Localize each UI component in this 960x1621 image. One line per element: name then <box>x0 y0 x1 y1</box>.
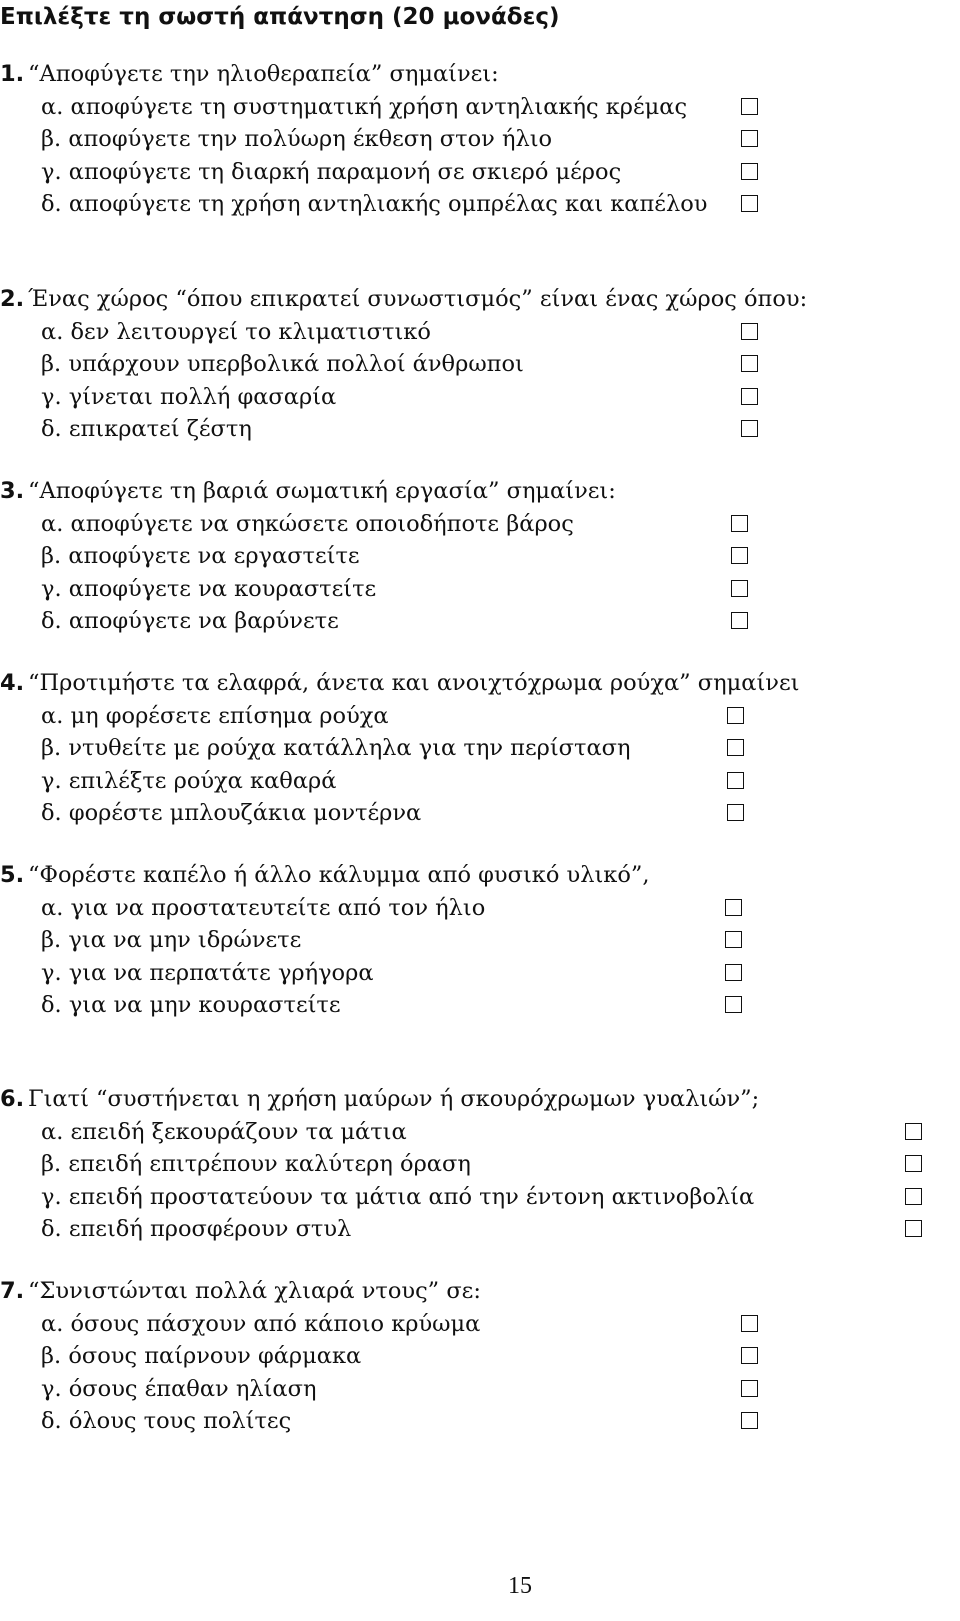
answer-checkbox[interactable] <box>905 1188 922 1205</box>
answer-option <box>0 765 799 798</box>
answer-option <box>0 540 616 573</box>
question-stem <box>0 58 707 91</box>
answer-checkbox[interactable] <box>727 772 744 789</box>
answer-checkbox[interactable] <box>741 388 758 405</box>
option-text: όσους έπαθαν ηλίαση <box>68 1375 317 1402</box>
option-text: μη φορέσετε επίσημα ρούχα <box>70 702 389 729</box>
question-stem <box>0 667 799 700</box>
answer-option <box>0 1340 481 1373</box>
option-letter: α. <box>41 93 64 120</box>
answer-option <box>0 1116 759 1149</box>
answer-checkbox[interactable] <box>741 195 758 212</box>
option-letter: α. <box>41 1118 64 1145</box>
option-letter: β. <box>41 351 62 377</box>
answer-checkbox[interactable] <box>741 1412 758 1429</box>
option-text: δεν λειτουργεί το κλιματιστικό <box>70 318 431 345</box>
answer-checkbox[interactable] <box>741 323 758 340</box>
answer-option <box>0 316 807 349</box>
answer-option <box>0 797 799 830</box>
answer-checkbox[interactable] <box>731 612 748 629</box>
option-letter: γ. <box>41 767 62 794</box>
answer-option <box>0 1373 481 1406</box>
question-stem <box>0 859 650 892</box>
option-text: επικρατεί ζέστη <box>68 416 252 442</box>
question-stem <box>0 1083 759 1116</box>
answer-option <box>0 924 650 957</box>
question-stem <box>0 283 807 316</box>
option-text: επειδή επιτρέπουν καλύτερη όραση <box>68 1151 471 1177</box>
option-letter: δ. <box>41 1216 62 1242</box>
answer-checkbox[interactable] <box>741 420 758 437</box>
option-letter: β. <box>41 1343 62 1369</box>
answer-option <box>0 732 799 765</box>
answer-option <box>0 1308 481 1341</box>
question-number: 1. <box>0 61 25 87</box>
question-4 <box>0 667 799 830</box>
option-letter: δ. <box>41 800 62 826</box>
answer-option <box>0 1405 481 1438</box>
option-text: για να προστατευτείτε από τον ήλιο <box>70 894 486 921</box>
answer-checkbox[interactable] <box>741 355 758 372</box>
option-text: αποφύγετε να σηκώσετε οποιοδήποτε βάρος <box>70 510 574 537</box>
answer-option <box>0 1213 759 1246</box>
answer-checkbox[interactable] <box>731 547 748 564</box>
answer-option <box>0 348 807 381</box>
answer-checkbox[interactable] <box>727 707 744 724</box>
option-letter: γ. <box>41 959 62 986</box>
question-number: 3. <box>0 478 25 504</box>
answer-option <box>0 156 707 189</box>
option-letter: γ. <box>41 383 62 410</box>
option-text: ντυθείτε με ρούχα κατάλληλα για την περίσταση <box>68 735 631 761</box>
answer-checkbox[interactable] <box>741 98 758 115</box>
question-number: 5. <box>0 862 25 888</box>
answer-checkbox[interactable] <box>905 1155 922 1172</box>
answer-checkbox[interactable] <box>905 1220 922 1237</box>
question-text: “Φορέστε καπέλο ή άλλο κάλυμμα από φυσικό υλικό”, <box>28 862 650 888</box>
option-letter: α. <box>41 510 64 537</box>
option-letter: γ. <box>41 158 62 185</box>
option-text: για να μην ιδρώνετε <box>68 927 302 953</box>
option-text: φορέστε μπλουζάκια μοντέρνα <box>68 800 422 826</box>
option-text: επιλέξτε ρούχα καθαρά <box>68 767 337 794</box>
answer-checkbox[interactable] <box>731 515 748 532</box>
option-text: για να μην κουραστείτε <box>68 992 341 1018</box>
option-letter: δ. <box>41 992 62 1018</box>
option-letter: β. <box>41 735 62 761</box>
option-text: για να περπατάτε γρήγορα <box>68 959 374 986</box>
answer-option <box>0 605 616 638</box>
answer-option <box>0 700 799 733</box>
answer-checkbox[interactable] <box>725 964 742 981</box>
option-text: όλους τους πολίτες <box>68 1408 292 1434</box>
option-text: αποφύγετε τη διαρκή παραμονή σε σκιερό μέρος <box>68 158 622 185</box>
answer-option <box>0 573 616 606</box>
question-text: “Συνιστώνται πολλά χλιαρά ντους” σε: <box>28 1278 481 1304</box>
answer-option <box>0 508 616 541</box>
option-letter: α. <box>41 1310 64 1337</box>
option-text: όσους παίρνουν φάρμακα <box>68 1343 362 1369</box>
option-text: αποφύγετε να κουραστείτε <box>68 575 377 602</box>
answer-option <box>0 381 807 414</box>
answer-checkbox[interactable] <box>741 1347 758 1364</box>
answer-option <box>0 123 707 156</box>
answer-checkbox[interactable] <box>725 996 742 1013</box>
option-letter: β. <box>41 126 62 152</box>
question-number: 6. <box>0 1086 25 1112</box>
option-letter: γ. <box>41 1183 62 1210</box>
answer-checkbox[interactable] <box>725 931 742 948</box>
question-text: Γιατί “συστήνεται η χρήση μαύρων ή σκουρόχρωμων γυαλιών”; <box>28 1086 760 1112</box>
option-text: αποφύγετε να βαρύνετε <box>68 608 339 634</box>
answer-checkbox[interactable] <box>731 580 748 597</box>
question-number: 7. <box>0 1278 25 1304</box>
option-text: αποφύγετε τη χρήση αντηλιακής ομπρέλας και καπέλου <box>68 191 708 217</box>
answer-option <box>0 188 707 221</box>
answer-checkbox[interactable] <box>727 804 744 821</box>
option-text: αποφύγετε τη συστηματική χρήση αντηλιακής κρέμας <box>70 93 688 120</box>
question-1 <box>0 58 707 221</box>
option-text: γίνεται πολλή φασαρία <box>68 383 337 410</box>
question-text: Ένας χώρος “όπου επικρατεί συνωστισμός” είναι ένας χώρος όπου: <box>28 286 808 312</box>
option-text: όσους πάσχουν από κάποιο κρύωμα <box>70 1310 481 1337</box>
page-title: Επιλέξτε τη σωστή απάντηση (20 μονάδες) <box>0 4 560 30</box>
question-text: “Προτιμήστε τα ελαφρά, άνετα και ανοιχτόχρωμα ρούχα” σημαίνει <box>28 670 800 696</box>
question-stem <box>0 475 616 508</box>
answer-checkbox[interactable] <box>725 899 742 916</box>
answer-option <box>0 1181 759 1214</box>
option-text: υπάρχουν υπερβολικά πολλοί άνθρωποι <box>68 351 524 377</box>
answer-option <box>0 989 650 1022</box>
option-letter: δ. <box>41 191 62 217</box>
option-text: αποφύγετε την πολύωρη έκθεση στον ήλιο <box>68 126 553 152</box>
question-7 <box>0 1275 481 1438</box>
question-number: 2. <box>0 286 25 312</box>
option-letter: γ. <box>41 1375 62 1402</box>
answer-checkbox[interactable] <box>741 1315 758 1332</box>
question-2 <box>0 283 807 446</box>
option-letter: α. <box>41 318 64 345</box>
option-letter: β. <box>41 543 62 569</box>
option-letter: δ. <box>41 1408 62 1434</box>
option-text: επειδή προστατεύουν τα μάτια από την έντονη ακτινοβολία <box>68 1183 755 1210</box>
answer-option <box>0 91 707 124</box>
option-text: επειδή προσφέρουν στυλ <box>68 1216 352 1242</box>
question-5 <box>0 859 650 1022</box>
option-letter: γ. <box>41 575 62 602</box>
option-letter: β. <box>41 1151 62 1177</box>
option-letter: δ. <box>41 608 62 634</box>
answer-checkbox[interactable] <box>727 739 744 756</box>
answer-option <box>0 413 807 446</box>
option-text: επειδή ξεκουράζουν τα μάτια <box>70 1118 407 1145</box>
answer-checkbox[interactable] <box>741 163 758 180</box>
option-letter: δ. <box>41 416 62 442</box>
question-number: 4. <box>0 670 25 696</box>
answer-checkbox[interactable] <box>741 130 758 147</box>
question-text: “Αποφύγετε την ηλιοθεραπεία” σημαίνει: <box>28 61 499 87</box>
answer-checkbox[interactable] <box>741 1380 758 1397</box>
option-letter: α. <box>41 702 64 729</box>
answer-option <box>0 892 650 925</box>
question-stem <box>0 1275 481 1308</box>
option-letter: β. <box>41 927 62 953</box>
answer-option <box>0 957 650 990</box>
page-number: 15 <box>508 1573 532 1599</box>
question-6 <box>0 1083 759 1246</box>
question-3 <box>0 475 616 638</box>
option-text: αποφύγετε να εργαστείτε <box>68 543 360 569</box>
option-letter: α. <box>41 894 64 921</box>
answer-option <box>0 1148 759 1181</box>
question-text: “Αποφύγετε τη βαριά σωματική εργασία” σημαίνει: <box>28 478 616 504</box>
answer-checkbox[interactable] <box>905 1123 922 1140</box>
